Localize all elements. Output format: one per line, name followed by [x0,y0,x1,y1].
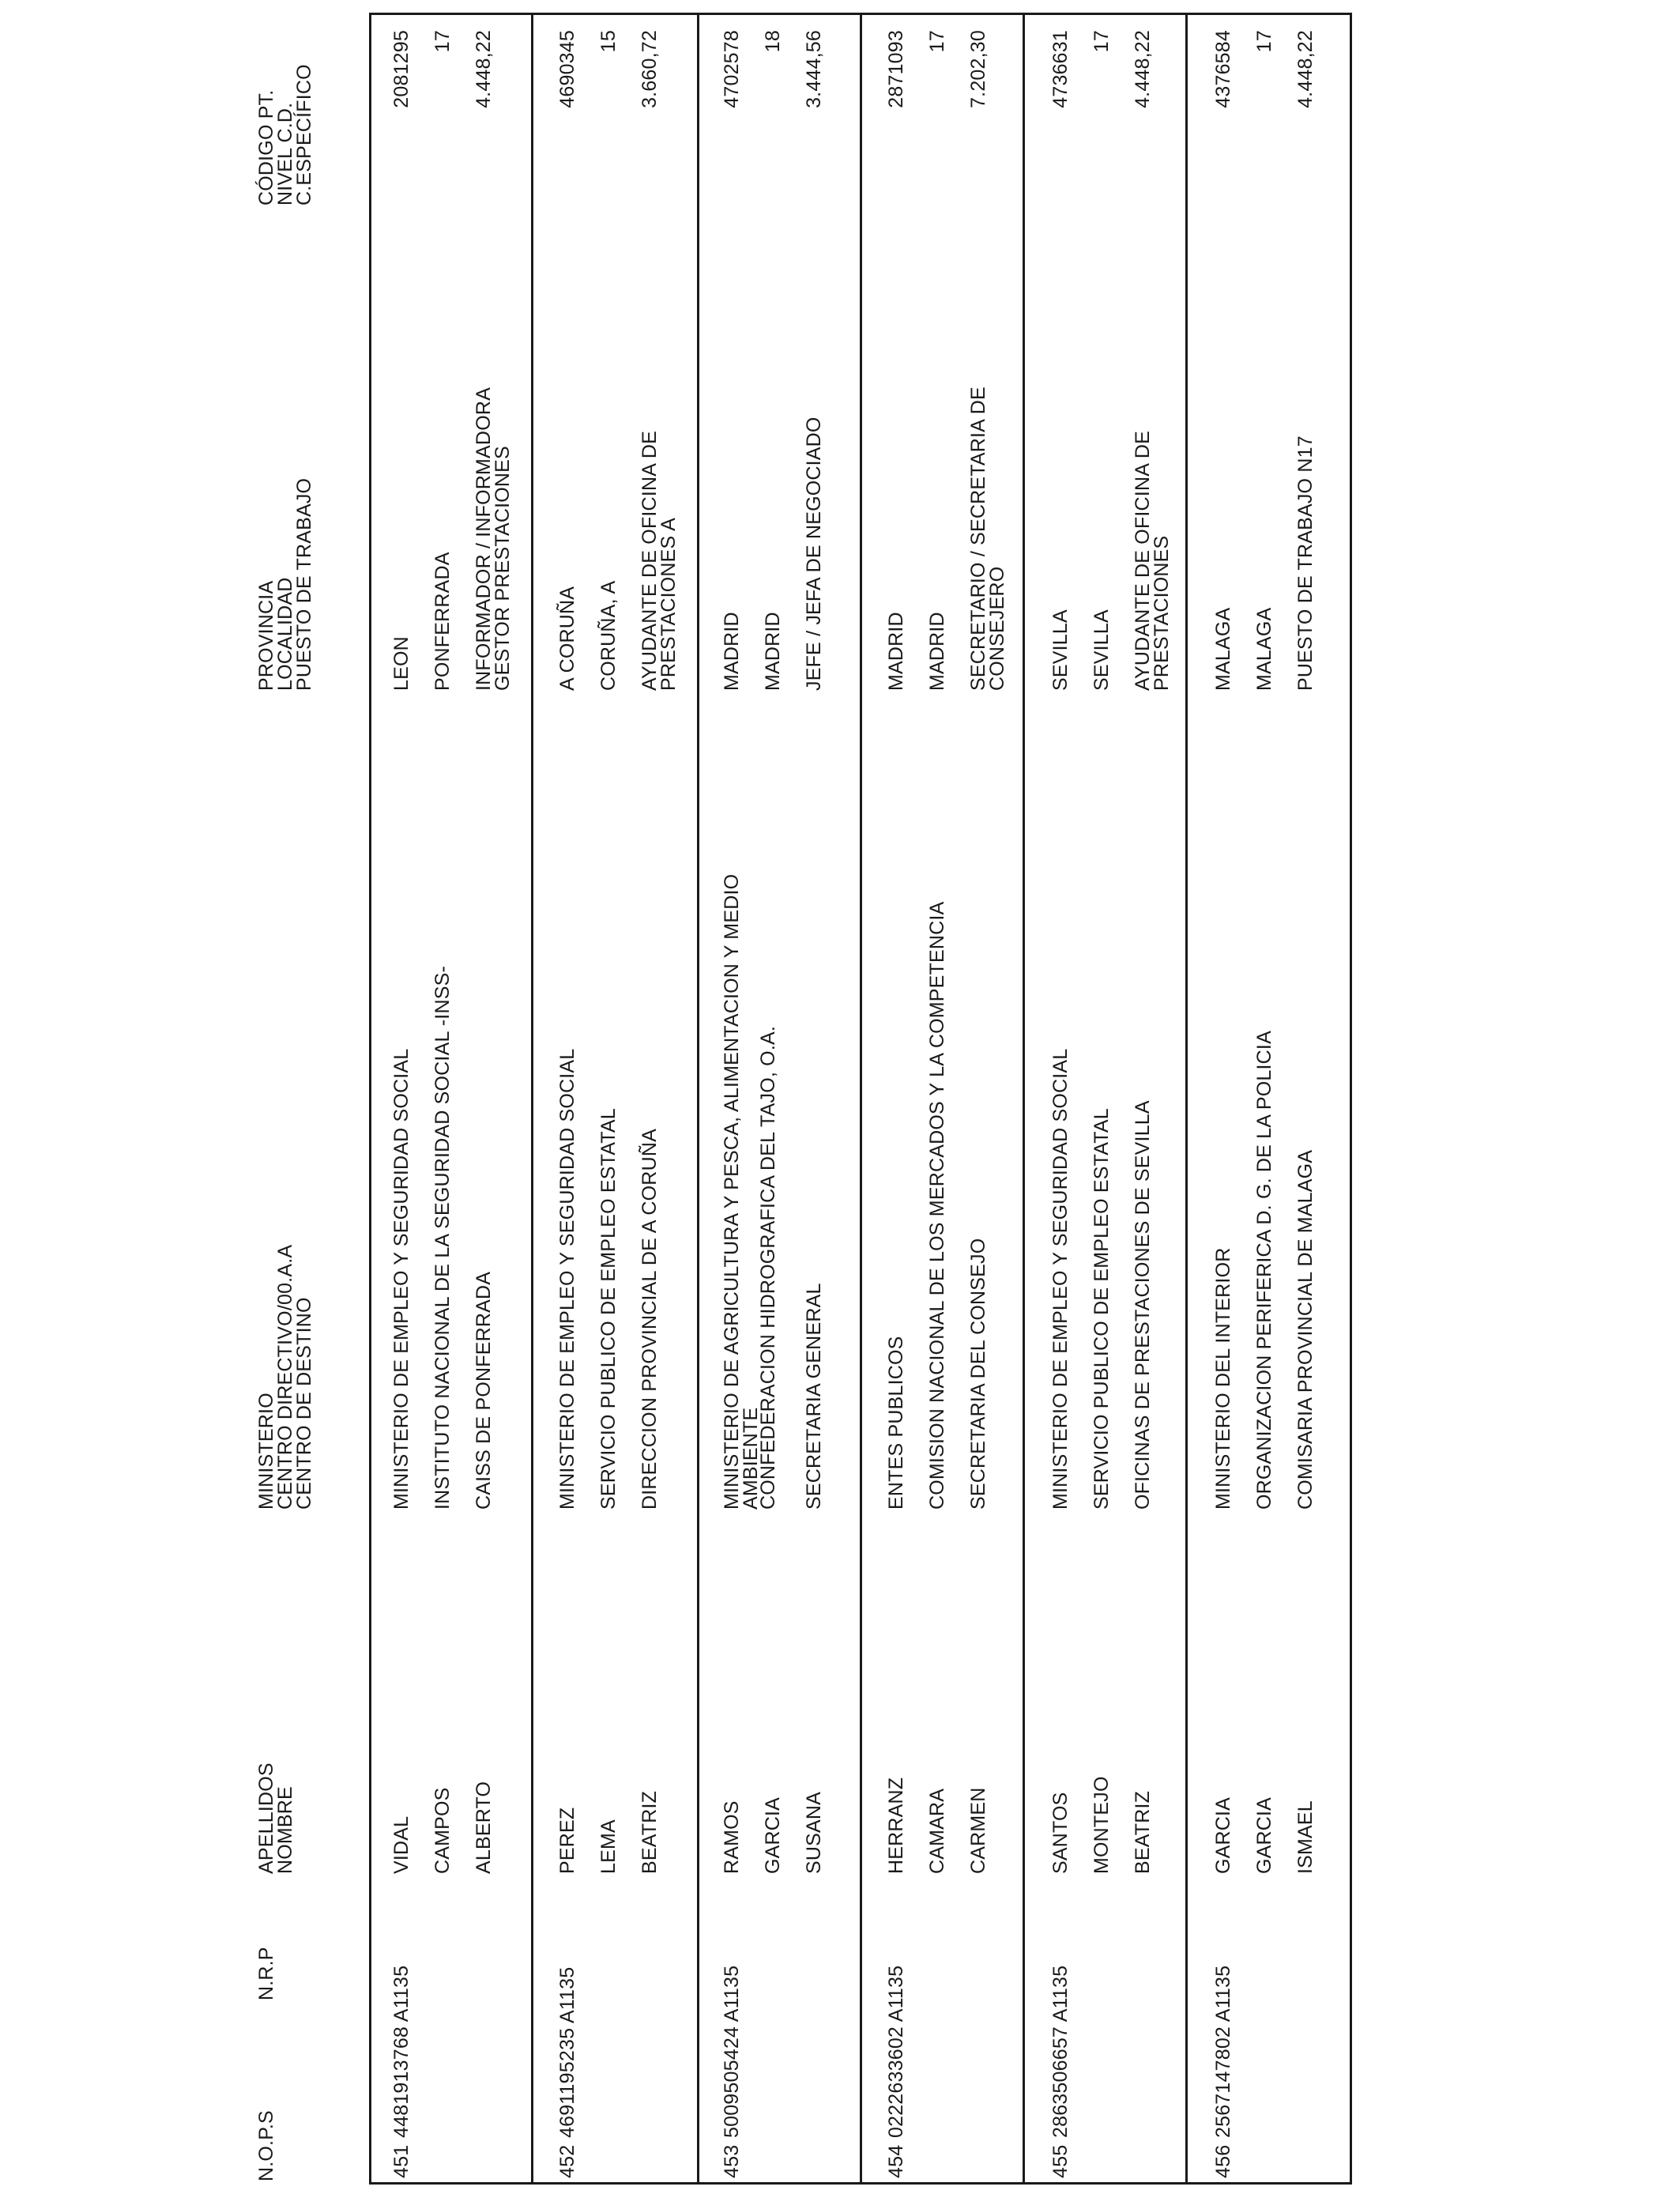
record-name: ISMAEL [1294,1800,1317,1874]
record-centro-directivo: SERVICIO PUBLICO DE EMPLEO ESTATAL [597,1108,620,1510]
record-localidad: PONFERRADA [431,552,454,691]
header-nrp: N.R.P [255,1947,277,2000]
record-name: BEATRIZ [1132,1790,1154,1874]
record-centro-directivo: CONFEDERACION HIDROGRAFICA DEL TAJO, O.A. [757,1026,779,1510]
header-ministry: MINISTERIO CENTRO DIRECTIVO/00.A.A CENTRO DE DESTINO [255,1244,315,1510]
record-puesto: SECRETARIO / SECRETARIA DE CONSEJERO [967,386,1008,691]
record-nops: 454 [885,2144,907,2178]
record-centro-destino: DIRECCION PROVINCIAL DE A CORUÑA [638,1129,661,1510]
record-centro-destino: OFICINAS DE PRESTACIONES DE SEVILLA [1132,1100,1154,1510]
record-ministry: MINISTERIO DE AGRICULTURA Y PESCA, ALIMENTACION Y MEDIO AMBIENTE [721,873,762,1510]
record-especifico: 4.448,22 [1132,30,1154,108]
record-nivel-cd: 17 [1253,30,1275,53]
record-surname1: HERRANZ [885,1777,907,1874]
record-nrp: 4691195235 A1135 [556,1966,578,2138]
record-divider [697,13,699,2185]
header-nops: N.O.P.S [255,2110,277,2181]
record-provincia: LEON [390,636,412,691]
record-name: CARMEN [967,1787,989,1874]
record-localidad: MADRID [762,612,784,691]
record-provincia: MALAGA [1212,607,1234,691]
record-especifico: 3.444,56 [803,30,825,108]
record-nivel-cd: 18 [762,30,784,53]
record-nrp: 4481913768 A1135 [390,1965,412,2138]
record-puesto: AYUDANTE DE OFICINA DE PRESTACIONES [1132,431,1173,691]
record-codigo-pt: 4702578 [721,30,743,108]
record-nivel-cd: 17 [926,30,948,53]
record-surname2: LEMA [597,1819,620,1874]
record-nops: 452 [556,2144,578,2178]
record-name: BEATRIZ [638,1790,661,1874]
record-provincia: A CORUÑA [556,586,578,691]
record-surname1: RAMOS [721,1800,743,1874]
record-nrp: 5009505424 A1135 [721,1965,743,2138]
record-centro-destino: COMISARIA PROVINCIAL DE MALAGA [1294,1149,1317,1510]
record-codigo-pt: 2081295 [390,30,412,108]
record-nops: 456 [1212,2144,1234,2178]
record-ministry: MINISTERIO DE EMPLEO Y SEGURIDAD SOCIAL [556,1048,578,1510]
record-ministry: MINISTERIO DEL INTERIOR [1212,1247,1234,1510]
record-surname1: GARCIA [1212,1796,1234,1874]
record-centro-directivo: SERVICIO PUBLICO DE EMPLEO ESTATAL [1090,1108,1113,1510]
record-divider [860,13,862,2185]
record-divider [531,13,533,2185]
record-centro-destino: CAISS DE PONFERRADA [473,1271,495,1510]
record-codigo-pt: 4736631 [1049,30,1072,108]
record-puesto: PUESTO DE TRABAJO N17 [1294,435,1317,691]
record-nrp: 2863506657 A1135 [1049,1965,1072,2138]
record-centro-directivo: INSTITUTO NACIONAL DE LA SEGURIDAD SOCIAL -INSS- [431,966,454,1510]
record-localidad: MALAGA [1253,607,1275,691]
record-surname2: MONTEJO [1090,1776,1113,1874]
record-provincia: SEVILLA [1049,609,1072,691]
record-puesto: JEFE / JEFA DE NEGOCIADO [803,417,825,691]
record-centro-destino: SECRETARIA GENERAL [803,1283,825,1510]
record-centro-directivo: COMISION NACIONAL DE LOS MERCADOS Y LA COMPETENCIA [926,901,948,1510]
header-name: APELLIDOS NOMBRE [255,1762,296,1874]
record-localidad: SEVILLA [1090,609,1113,691]
record-surname2: GARCIA [1253,1796,1275,1874]
record-centro-directivo: ORGANIZACION PERIFERICA D. G. DE LA POLICIA [1253,1031,1275,1510]
record-nops: 453 [721,2144,743,2178]
record-centro-destino: SECRETARIA DEL CONSEJO [967,1238,989,1510]
record-provincia: MADRID [721,612,743,691]
record-codigo-pt: 4376584 [1212,30,1234,108]
record-nivel-cd: 17 [431,30,454,53]
record-especifico: 4.448,22 [1294,30,1317,108]
record-especifico: 3.660,72 [638,30,661,108]
record-localidad: CORUÑA, A [597,580,620,691]
record-provincia: MADRID [885,612,907,691]
record-ministry: MINISTERIO DE EMPLEO Y SEGURIDAD SOCIAL [1049,1048,1072,1510]
record-ministry: MINISTERIO DE EMPLEO Y SEGURIDAD SOCIAL [390,1048,412,1510]
record-nops: 455 [1049,2144,1072,2178]
record-nivel-cd: 15 [597,30,620,53]
record-divider [1023,13,1025,2185]
record-surname1: VIDAL [390,1815,412,1874]
record-puesto: INFORMADOR / INFORMADORA GESTOR PRESTACIONES [473,387,514,691]
record-name: ALBERTO [473,1781,495,1874]
record-localidad: MADRID [926,612,948,691]
record-surname2: CAMPOS [431,1787,454,1874]
record-surname1: PEREZ [556,1807,578,1874]
record-name: SUSANA [803,1791,825,1874]
record-especifico: 4.448,22 [473,30,495,108]
record-surname1: SANTOS [1049,1792,1072,1874]
header-location: PROVINCIA LOCALIDAD PUESTO DE TRABAJO [255,477,315,691]
header-codes: CÓDIGO PT. NIVEL C.D. C.ESPECÍFICO [255,64,315,205]
record-nivel-cd: 17 [1090,30,1113,53]
record-codigo-pt: 4690345 [556,30,578,108]
record-divider [1185,13,1188,2185]
record-puesto: AYUDANTE DE OFICINA DE PRESTACIONES A [638,431,680,691]
record-codigo-pt: 2871093 [885,30,907,108]
record-nrp: 0222633602 A1135 [885,1965,907,2138]
record-nops: 451 [390,2144,412,2178]
record-surname2: CAMARA [926,1788,948,1874]
record-nrp: 2567147802 A1135 [1212,1965,1234,2138]
record-surname2: GARCIA [762,1796,784,1874]
record-especifico: 7.202,30 [967,30,989,108]
record-ministry: ENTES PUBLICOS [885,1336,907,1510]
